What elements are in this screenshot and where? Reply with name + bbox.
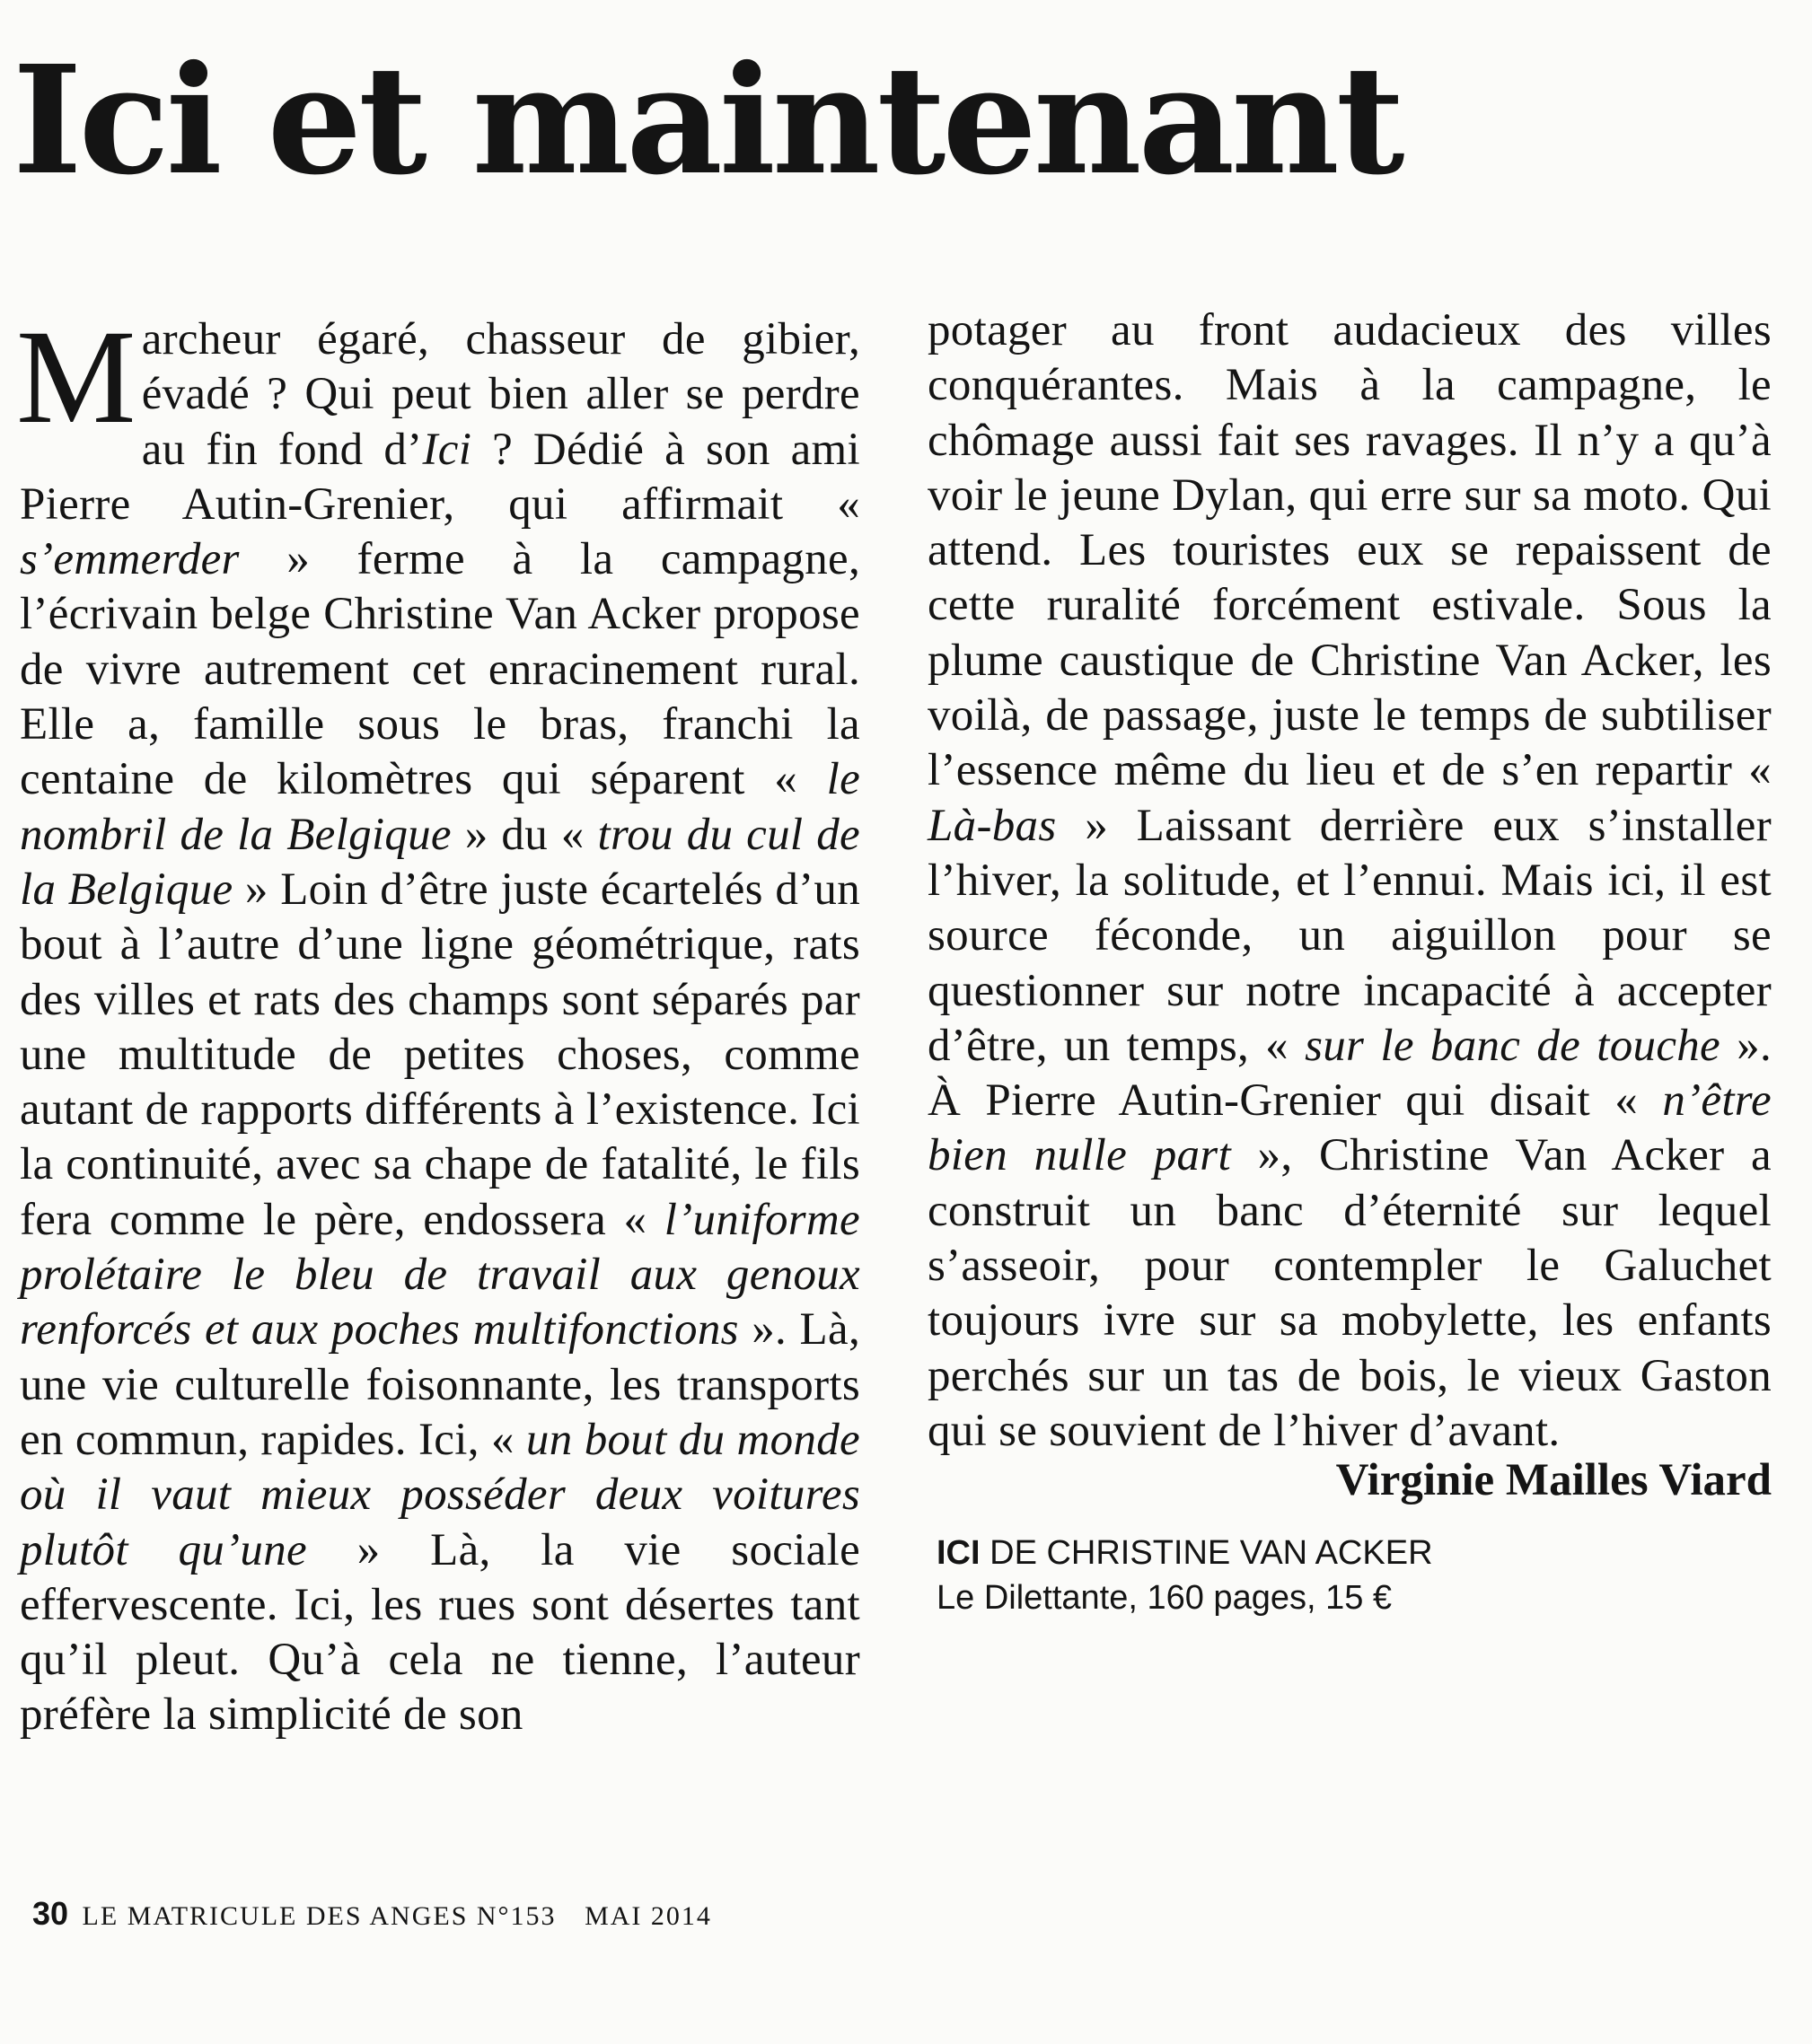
italic-quote: trou du cul de la Belgique: [20, 809, 860, 915]
italic-quote: un bout du monde où il vaut mieux posséder deux voitures plutôt qu’une: [20, 1414, 860, 1575]
left-column-text: [20, 314, 860, 1740]
article-paragraph-right: [928, 303, 1772, 1459]
italic-quote: n’être bien nulle part: [928, 1075, 1772, 1181]
text-run: » ferme à la campagne, l’écrivain belge Christine Van Acker propose de vivre autrement cet enracinement rural. Elle a, famille sous le bras, franchi la centaine de kilomètres qui séparent «: [20, 534, 860, 805]
text-run: archeur égaré, chasseur de gibier, évadé ? Qui peut bien aller se perdre au fin fond d’: [141, 314, 860, 475]
article-column-left: [16, 303, 861, 1743]
page-number: 30: [32, 1895, 69, 1932]
text-run: ». Là, une vie culturelle foisonnante, les transports en commun, rapides. Ici, «: [20, 1304, 860, 1465]
italic-quote: l’uniforme prolétaire le bleu de travail aux genoux renforcés et aux poches multifonctions: [20, 1194, 860, 1355]
issue-date: MAI 2014: [585, 1901, 712, 1931]
text-run: », Christine Van Acker a construit un banc d’éternité sur lequel s’asseoir, pour contempler le Galuchet toujours ivre sur sa mobylette, les enfants perchés sur un tas de bois, le vieux Gaston qui se souvient de l’hiver d’avant.: [928, 1130, 1772, 1456]
book-publisher: Le Dilettante, 160 pages, 15 €: [937, 1579, 1393, 1617]
text-run: ? Dédié à son ami Pierre Autin-Grenier, qui affirmait «: [20, 424, 860, 530]
italic-quote: le nombril de la Belgique: [20, 754, 860, 860]
article-author: Virginie Mailles Viard: [1335, 1455, 1772, 1505]
text-run: » Laissant derrière eux s’installer l’hiver, la solitude, et l’ennui. Mais ici, il est source féconde, un aiguillon pour se questionner sur notre incapacité à accepter d’être, un temps, «: [928, 800, 1772, 1071]
article-column-right: [928, 303, 1772, 1459]
page-footer: [32, 1895, 712, 1933]
magazine-name: LE MATRICULE DES ANGES N°153: [82, 1901, 557, 1931]
book-info: [937, 1531, 1433, 1620]
article-title: Ici et maintenant: [13, 33, 1402, 208]
text-run: potager au front audacieux des villes conquérantes. Mais à la campagne, le chômage aussi fait ses ravages. Il n’y a qu’à voir le jeune Dylan, qui erre sur sa moto. Qui attend. Les touristes eux se repaissent de cette ruralité forcément estivale. Sous la plume caustique de Christine Van Acker, les voilà, de passage, juste le temps de subtiliser l’essence même du lieu et de s’en repartir «: [928, 305, 1772, 796]
text-run: » Là, la vie sociale effervescente. Ici, les rues sont désertes tant qu’il pleut. Qu’à cela ne tienne, l’auteur préfère la simplicité de son: [20, 1524, 861, 1741]
italic-quote: sur le banc de touche: [1305, 1020, 1720, 1071]
italic-quote: Là-bas: [928, 800, 1057, 851]
italic-quote: s’emmerder: [20, 534, 240, 585]
text-run: ». À Pierre Autin-Grenier qui disait «: [928, 1020, 1772, 1127]
book-title-line: [937, 1531, 1433, 1575]
article-paragraph-left: [16, 303, 861, 1743]
book-title: ICI: [937, 1534, 981, 1572]
text-run: » Loin d’être juste écartelés d’un bout à l’autre d’une ligne géométrique, rats des villes et rats des champs sont séparés par une multitude de petites choses, comme autant de rapports différents à l’existence. Ici la continuité, avec sa chape de fatalité, le fils fera comme le père, endossera «: [20, 864, 861, 1245]
right-column-text: [928, 305, 1772, 1456]
drop-cap: M: [16, 303, 136, 452]
book-author: DE CHRISTINE VAN ACKER: [980, 1534, 1433, 1572]
text-run: » du «: [451, 809, 598, 860]
italic-quote: Ici: [422, 424, 472, 475]
